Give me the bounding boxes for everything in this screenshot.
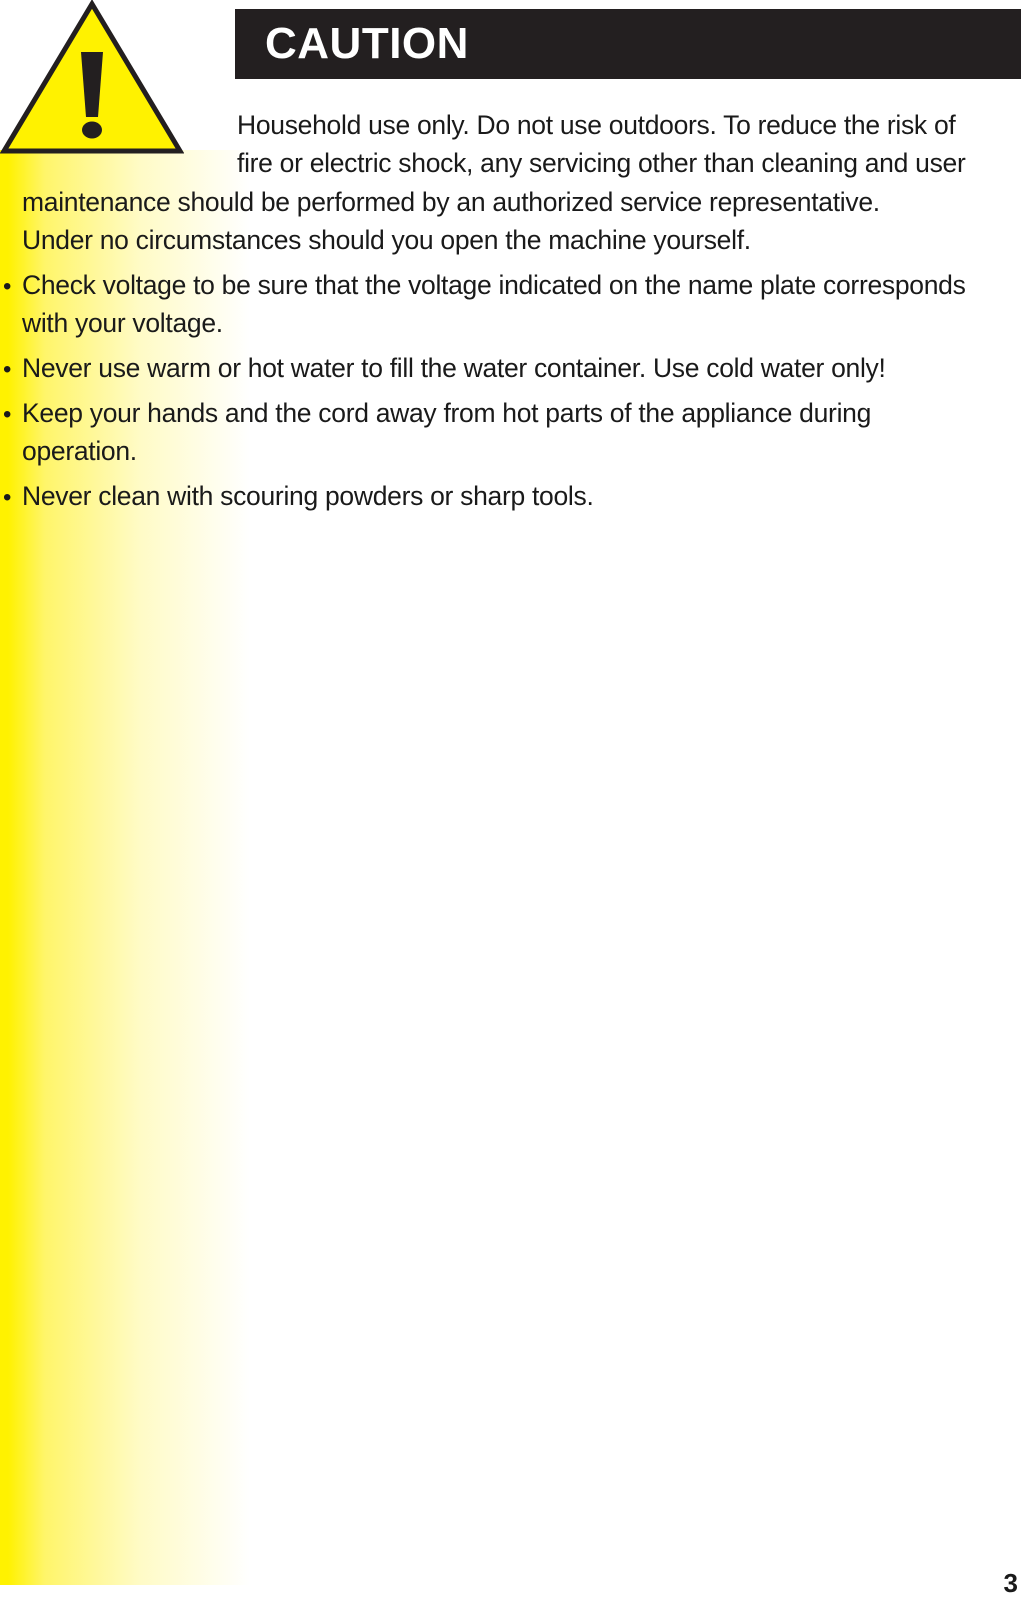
list-item-line: with your voltage. [22,308,223,338]
list-item-line: Never clean with scouring powders or sharp tools. [22,481,594,511]
bullet-marker: • [3,484,12,511]
intro-line: Under no circumstances should you open the machine yourself. [22,225,751,255]
intro-line: fire or electric shock, any servicing other than cleaning and user [237,148,966,178]
list-item-line: Keep your hands and the cord away from hot parts of the appliance during [22,398,872,428]
intro-line: Household use only. Do not use outdoors. To reduce the risk of [237,110,956,140]
caution-title: CAUTION [265,19,469,68]
list-item-line: operation. [22,436,137,466]
list-item-line: Check voltage to be sure that the voltage indicated on the name plate corresponds [22,270,966,300]
bullet-marker: • [3,401,12,428]
list-item-line: Never use warm or hot water to fill the water container. Use cold water only! [22,353,886,383]
intro-line: maintenance should be performed by an authorized service representative. [22,187,880,217]
caution-banner [235,9,1021,79]
bullet-marker: • [3,356,12,383]
warning-triangle-icon [0,0,184,156]
bullet-marker: • [3,273,12,300]
page-number: 3 [1003,1568,1018,1598]
